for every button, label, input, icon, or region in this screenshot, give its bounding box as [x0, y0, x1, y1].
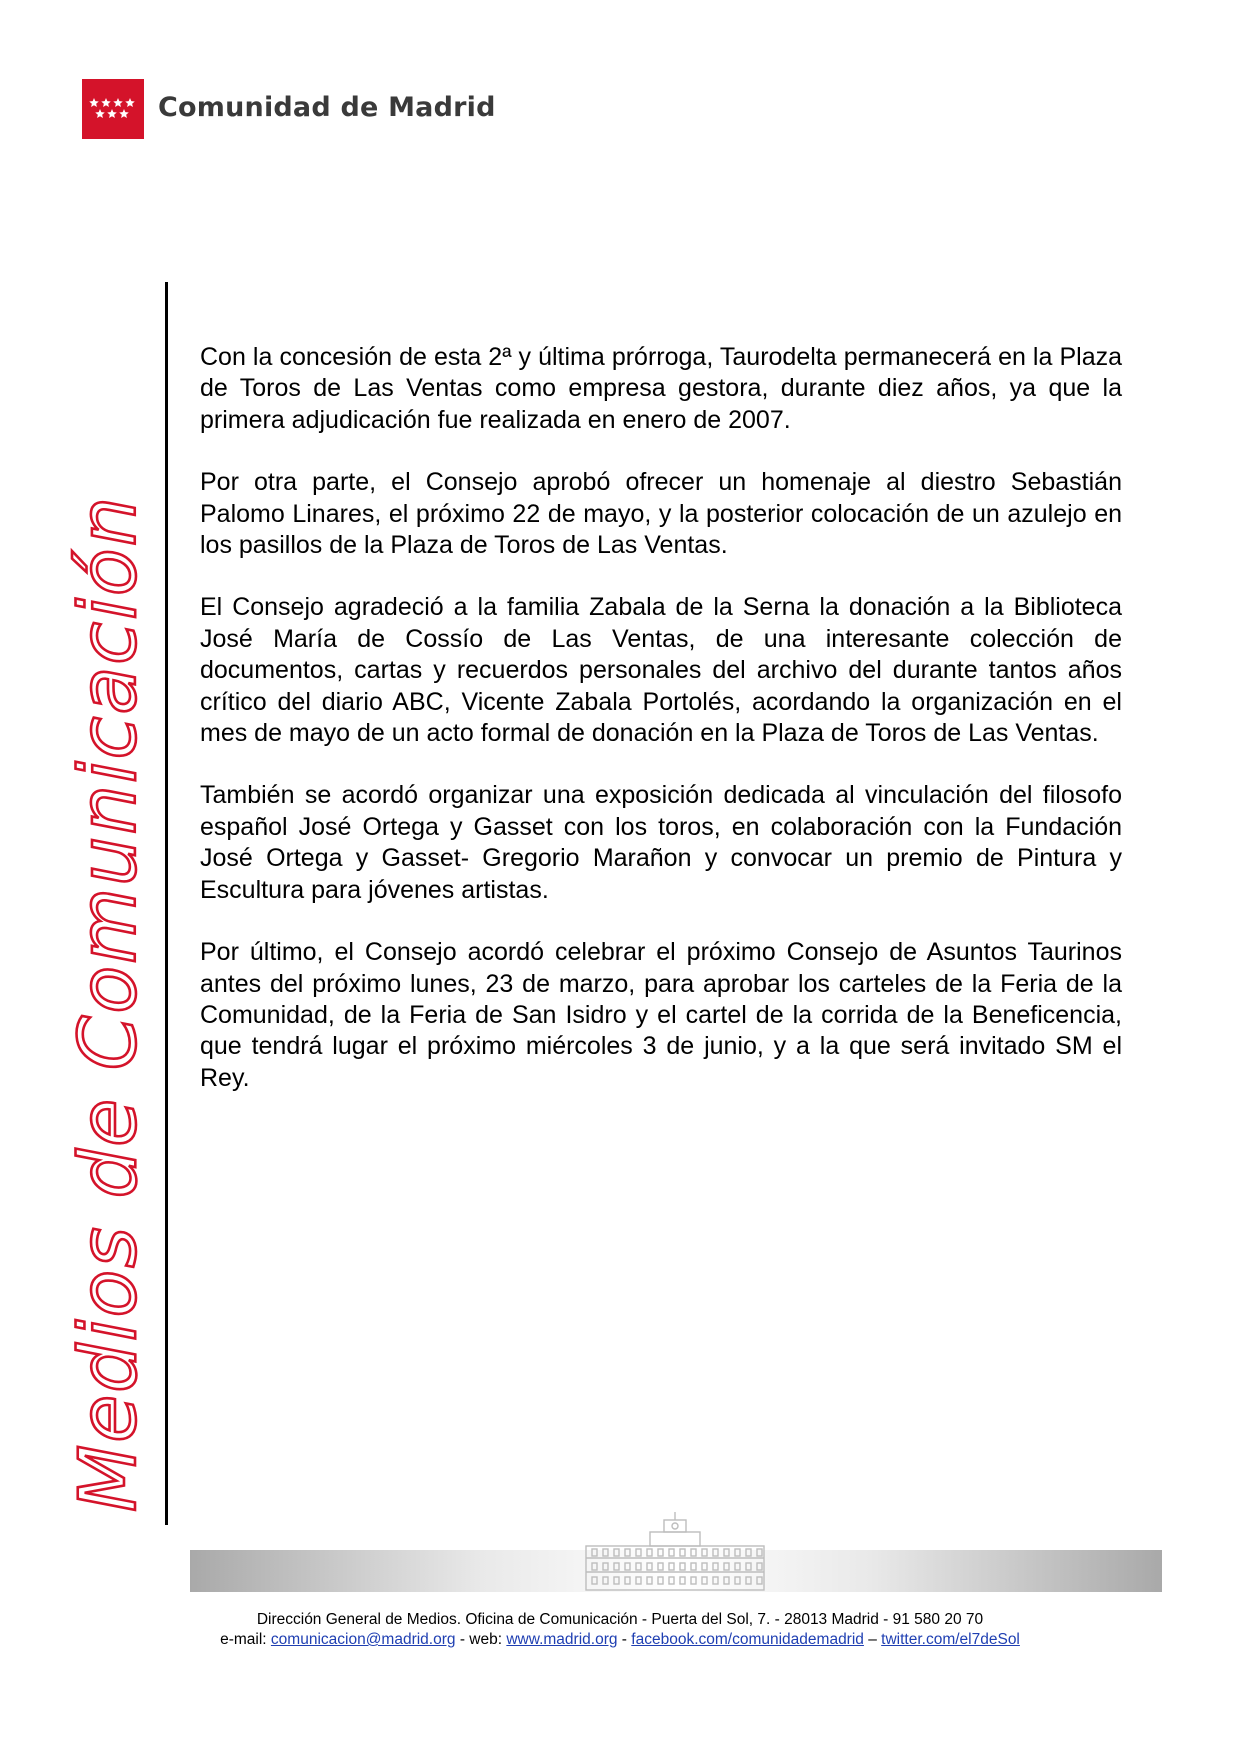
paragraph: Por último, el Consejo acordó celebrar el próximo Consejo de Asuntos Taurinos antes del próximo lunes, 23 de marzo, para aprobar los carteles de la Feria de la Comunidad, de la Feria de San Isidro y el cartel de la corrida de la Beneficencia, que tendrá lugar el próximo miércoles 3 de junio, y a la que será invitado SM el Rey. — [200, 938, 1122, 1092]
real-casa-de-correos-building-icon — [580, 1512, 770, 1592]
web-label: - web: — [459, 1631, 503, 1648]
org-name: Comunidad de Madrid — [158, 92, 496, 123]
footer-address: Dirección General de Medios. Oficina de Comunicación - Puerta del Sol, 7. - 28013 Madrid - 91 580 20 70 — [256, 1611, 984, 1628]
footer-contacts — [0, 1631, 1240, 1649]
paragraph: Con la concesión de esta 2ª y última prórroga, Taurodelta permanecerá en la Plaza de Toros de Las Ventas como empresa gestora, durante diez años, ya que la primera adjudicación fue realizada en enero de 2007. — [200, 343, 1122, 434]
separator: - — [621, 1631, 627, 1648]
madrid-stars-flag-icon — [82, 79, 144, 139]
facebook-link[interactable]: facebook.com/comunidademadrid — [631, 1631, 864, 1648]
paragraph: También se acordó organizar una exposición dedicada al vinculación del filosofo español José Ortega y Gasset con los toros, en colaboración con la Fundación José Ortega y Gasset- Gregorio Marañon y convocar un premio de Pintura y Escultura para jóvenes artistas. — [200, 781, 1122, 904]
email-link[interactable]: comunicacion@madrid.org — [270, 1631, 456, 1648]
web-link[interactable]: www.madrid.org — [506, 1631, 618, 1648]
press-release-body — [200, 342, 1122, 1125]
paragraph: El Consejo agradeció a la familia Zabala de la Serna la donación a la Biblioteca José María de Cossío de Las Ventas, de una interesante colección de documentos, cartas y recuerdos personales del archivo del durante tantos años crítico del diario ABC, Vicente Zabala Portolés, acordando la organización en el mes de mayo de un acto formal de donación en la Plaza de Toros de Las Ventas. — [200, 593, 1122, 748]
twitter-link[interactable]: twitter.com/el7deSol — [881, 1631, 1020, 1648]
paragraph: Por otra parte, el Consejo aprobó ofrecer un homenaje al diestro Sebastián Palomo Linares, el próximo 22 de mayo, y la posterior colocación de un azulejo en los pasillos de la Plaza de Toros de Las Ventas. — [200, 468, 1122, 560]
vertical-rule — [165, 282, 168, 1525]
separator: – — [868, 1631, 877, 1648]
side-title: Medios de Comunicación — [64, 494, 154, 1512]
email-label: e-mail: — [220, 1631, 267, 1648]
